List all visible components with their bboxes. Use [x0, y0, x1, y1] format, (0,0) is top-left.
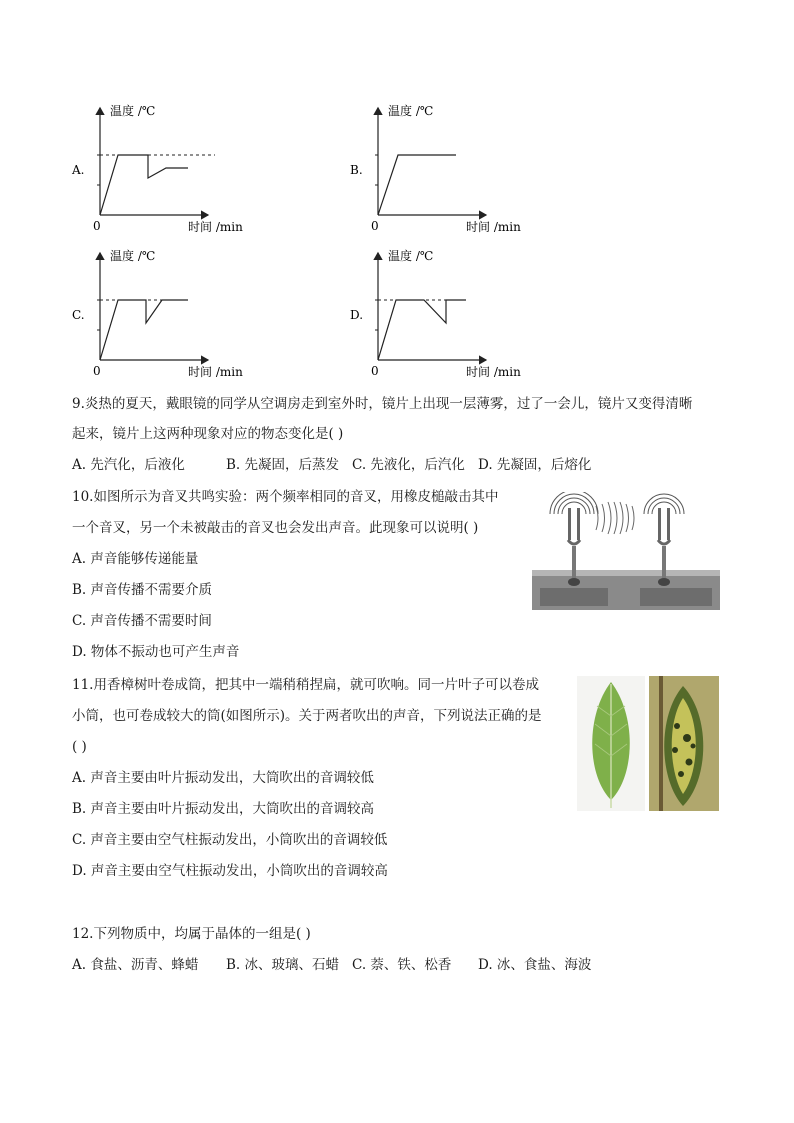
q9-option-c: C. 先液化，后汽化 [352, 457, 465, 473]
graph-a [70, 100, 290, 235]
q10-option-a: A. 声音能够传递能量 [72, 551, 199, 567]
graph-ylabel: 温度 /℃ [388, 104, 434, 118]
graph-xlabel: 时间 /min [188, 365, 243, 379]
graph-origin: 0 [371, 364, 379, 378]
graph-option-label: B. [350, 163, 363, 177]
graph-xlabel: 时间 /min [466, 365, 521, 379]
q11-option-a: A. 声音主要由叶片振动发出，大筒吹出的音调较低 [72, 770, 374, 786]
graph-option-label: A. [72, 163, 85, 177]
graph-ylabel: 温度 /℃ [110, 249, 156, 263]
graph-b [348, 100, 568, 235]
q10-stem-line2: 一个音叉，另一个未被敲击的音叉也会发出声音。此现象可以说明( ) [72, 520, 479, 536]
graph-origin: 0 [371, 219, 379, 233]
graph-xlabel: 时间 /min [466, 220, 521, 234]
graph-d [348, 245, 568, 380]
graph-ylabel: 温度 /℃ [110, 104, 156, 118]
q9-option-b: B. 先凝固，后蒸发 [226, 457, 340, 473]
q10-option-c: C. 声音传播不需要时间 [72, 613, 212, 629]
graph-ylabel: 温度 /℃ [388, 249, 434, 263]
q9-stem-line2: 起来，镜片上这两种现象对应的物态变化是( ) [72, 426, 344, 442]
q9-option-a: A. 先汽化，后液化 [72, 457, 185, 473]
q11-stem-line2: 小筒，也可卷成较大的筒(如图所示)。关于两者吹出的声音，下列说法正确的是 [72, 708, 542, 724]
q11-stem-line3: ( ) [72, 739, 87, 755]
graph-option-label: D. [350, 308, 364, 322]
q11-stem-line1: 11.用香樟树叶卷成筒，把其中一端稍稍捏扁，就可吹响。同一片叶子可以卷成 [72, 677, 539, 693]
q9-option-d: D. 先凝固，后熔化 [478, 457, 592, 473]
q10-option-b: B. 声音传播不需要介质 [72, 582, 213, 598]
q12-option-a: A. 食盐、沥青、蜂蜡 [72, 957, 199, 973]
graph-option-label: C. [72, 308, 85, 322]
tuning-fork-image [532, 492, 720, 610]
graph-origin: 0 [93, 364, 101, 378]
q12-option-d: D. 冰、食盐、海波 [478, 957, 592, 973]
q10-stem-line1: 10.如图所示为音叉共鸣实验：两个频率相同的音叉，用橡皮槌敲击其中 [72, 489, 499, 505]
leaf-image [577, 676, 719, 811]
q11-option-c: C. 声音主要由空气柱振动发出，小筒吹出的音调较低 [72, 832, 388, 848]
graph-origin: 0 [93, 219, 101, 233]
q12-option-c: C. 萘、铁、松香 [352, 957, 452, 973]
q12-stem: 12.下列物质中，均属于晶体的一组是( ) [72, 926, 311, 942]
q12-option-b: B. 冰、玻璃、石蜡 [226, 957, 340, 973]
graph-c [70, 245, 290, 380]
graph-xlabel: 时间 /min [188, 220, 243, 234]
q11-option-d: D. 声音主要由空气柱振动发出，小筒吹出的音调较高 [72, 863, 388, 879]
q11-option-b: B. 声音主要由叶片振动发出，大筒吹出的音调较高 [72, 801, 375, 817]
q10-option-d: D. 物体不振动也可产生声音 [72, 644, 240, 660]
q9-stem-line1: 9.炎热的夏天，戴眼镜的同学从空调房走到室外时，镜片上出现一层薄雾，过了一会儿，镜片又变得清晰 [72, 396, 693, 412]
